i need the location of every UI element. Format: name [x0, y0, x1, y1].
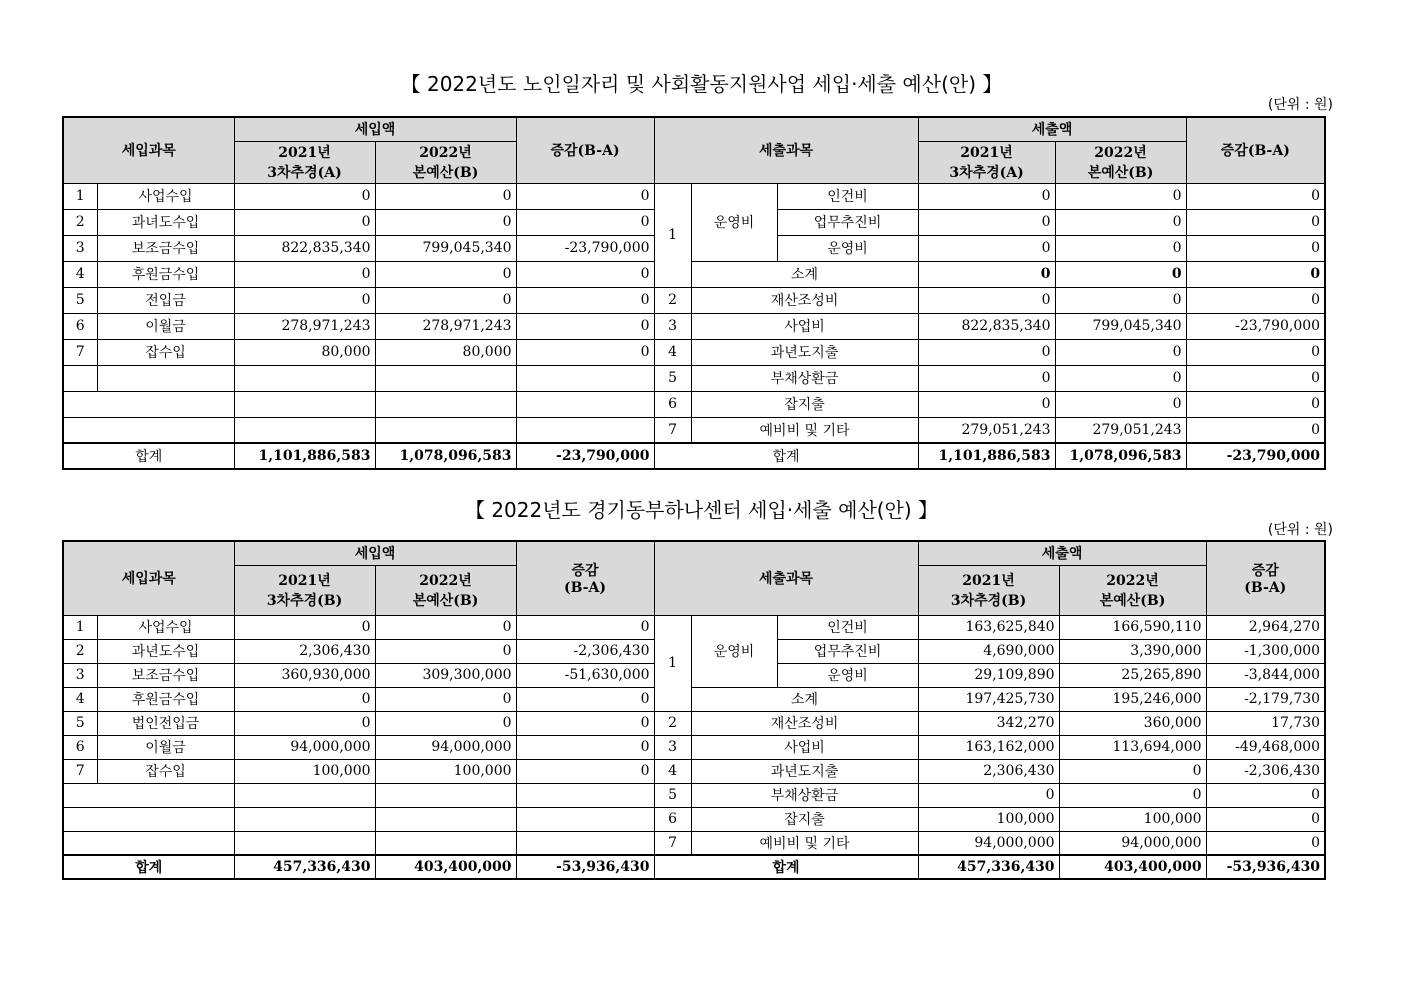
table-cell: 과년도수입	[97, 639, 234, 663]
table-cell: 0	[516, 183, 654, 209]
table-cell: 278,971,243	[375, 313, 516, 339]
table-row	[63, 831, 1325, 855]
table-cell: 잡지출	[691, 807, 918, 831]
table-cell: -2,306,430	[516, 639, 654, 663]
table-cell: 5	[654, 783, 691, 807]
table-cell	[516, 417, 654, 443]
table-cell: 279,051,243	[918, 417, 1055, 443]
table-cell: 0	[1186, 261, 1325, 287]
table-row	[63, 807, 1325, 831]
table-cell: 후원금수입	[97, 687, 234, 711]
rev-amount-header: 세입액	[234, 541, 516, 565]
rev-2022-header	[375, 565, 516, 615]
table-cell: 1,078,096,583	[1055, 443, 1186, 469]
table-cell: 0	[1206, 831, 1325, 855]
table-cell: 업무추진비	[777, 639, 918, 663]
table-cell: 360,000	[1059, 711, 1206, 735]
table-cell: 2022년	[419, 145, 472, 161]
table-cell: 17,730	[1206, 711, 1325, 735]
table-cell: 7	[63, 759, 97, 783]
table-cell: -3,844,000	[1206, 663, 1325, 687]
table-cell: 0	[918, 365, 1055, 391]
table-cell	[516, 807, 654, 831]
table2-title: 【 2022년도 경기동부하나센터 세입·세출 예산(안) 】	[464, 498, 939, 522]
table-cell: 0	[918, 261, 1055, 287]
table-cell: 2021년	[962, 573, 1015, 589]
table-cell: 3차추경(B)	[950, 593, 1027, 609]
table-cell: 1,078,096,583	[375, 443, 516, 469]
table-cell: 예비비 및 기타	[691, 417, 918, 443]
table-cell: 6	[654, 391, 691, 417]
exp-amount-header: 세출액	[918, 541, 1206, 565]
table-cell: 0	[375, 615, 516, 639]
table-cell: 0	[234, 687, 375, 711]
table-cell: 309,300,000	[375, 663, 516, 687]
rev-subject-header: 세입과목	[63, 117, 234, 183]
table-row	[63, 365, 1325, 391]
exp-2021-header	[918, 141, 1055, 183]
exp-subject-header: 세출과목	[654, 541, 918, 615]
table-row	[63, 615, 1325, 639]
table-cell: -2,179,730	[1206, 687, 1325, 711]
table-cell: 0	[1055, 183, 1186, 209]
table-cell: 사업비	[691, 735, 918, 759]
table-cell: 0	[1055, 339, 1186, 365]
table-cell: 0	[375, 687, 516, 711]
table-cell: 잡수입	[97, 759, 234, 783]
table-cell	[234, 807, 375, 831]
table-cell: 2021년	[278, 145, 331, 161]
rev-2021-header	[234, 565, 375, 615]
table-cell: 0	[375, 261, 516, 287]
table-cell: 0	[516, 209, 654, 235]
table-cell: 0	[918, 235, 1055, 261]
table-cell: 이월금	[97, 313, 234, 339]
table-cell	[97, 365, 234, 391]
table-cell: 799,045,340	[1055, 313, 1186, 339]
table-cell	[63, 783, 234, 807]
table-cell: 2	[63, 209, 97, 235]
table-cell: 0	[516, 313, 654, 339]
table-cell: 2022년	[1106, 573, 1159, 589]
table-cell: 25,265,890	[1059, 663, 1206, 687]
table-cell: 5	[63, 711, 97, 735]
table-cell	[516, 831, 654, 855]
exp-diff-header	[1206, 541, 1325, 615]
table-cell: 799,045,340	[375, 235, 516, 261]
table-cell: 0	[516, 687, 654, 711]
exp-subject-header: 세출과목	[654, 117, 918, 183]
table-cell: 4	[654, 759, 691, 783]
table-cell: 100,000	[1059, 807, 1206, 831]
table-cell: 3	[654, 735, 691, 759]
table-cell	[234, 365, 375, 391]
table-cell	[516, 783, 654, 807]
table-cell: 5	[654, 365, 691, 391]
table-cell: 360,930,000	[234, 663, 375, 687]
table-cell: -23,790,000	[1186, 443, 1325, 469]
table-cell: 0	[375, 183, 516, 209]
rev-diff-header	[516, 541, 654, 615]
table-cell: 사업수입	[97, 615, 234, 639]
table-cell: 0	[1059, 783, 1206, 807]
table-cell: 0	[516, 339, 654, 365]
rev-subject-header: 세입과목	[63, 541, 234, 615]
table-cell: 사업수입	[97, 183, 234, 209]
exp-2021-header	[918, 565, 1059, 615]
table-cell: 0	[1186, 339, 1325, 365]
table-cell: 0	[1186, 287, 1325, 313]
table-cell: 증감	[571, 563, 599, 580]
table-cell	[63, 831, 234, 855]
table-cell: 법인전입금	[97, 711, 234, 735]
table-cell: 인건비	[777, 183, 918, 209]
table-cell: 6	[654, 807, 691, 831]
table-cell	[63, 391, 234, 417]
table-cell: 3차추경(B)	[266, 593, 343, 609]
table-row	[63, 711, 1325, 735]
table-cell: -1,300,000	[1206, 639, 1325, 663]
table-cell: 업무추진비	[777, 209, 918, 235]
table-cell: 0	[1186, 365, 1325, 391]
table-cell	[234, 783, 375, 807]
table-cell: 4	[654, 339, 691, 365]
table-cell: 2021년	[960, 145, 1013, 161]
table-cell	[63, 417, 234, 443]
table-cell: 과년도지출	[691, 339, 918, 365]
table-cell	[375, 391, 516, 417]
table-cell: -53,936,430	[516, 855, 654, 879]
total-row	[63, 855, 1325, 879]
table-cell: 0	[918, 209, 1055, 235]
table-cell: 1	[63, 615, 97, 639]
table-cell: 본예산(B)	[1087, 165, 1154, 181]
table-row	[63, 417, 1325, 443]
table-cell: 2021년	[278, 573, 331, 589]
table-cell: 0	[1206, 807, 1325, 831]
table-cell: 0	[1055, 209, 1186, 235]
table-cell: 0	[1059, 759, 1206, 783]
table-cell: 0	[516, 735, 654, 759]
table-cell: 163,162,000	[918, 735, 1059, 759]
table-cell	[234, 831, 375, 855]
table-row	[63, 261, 1325, 287]
table-cell: -23,790,000	[1186, 313, 1325, 339]
table-cell: 본예산(B)	[412, 165, 479, 181]
table-cell: 0	[1055, 391, 1186, 417]
table-cell: 7	[654, 831, 691, 855]
table-cell: 합계	[63, 855, 234, 879]
table-cell: 3차추경(A)	[949, 165, 1024, 181]
table-cell: 0	[234, 183, 375, 209]
table-cell: 0	[516, 261, 654, 287]
exp-2022-header	[1055, 141, 1186, 183]
rev-2021-header	[234, 141, 375, 183]
table-cell: 운영비	[777, 235, 918, 261]
table-row	[63, 783, 1325, 807]
exp-amount-header: 세출액	[918, 117, 1186, 141]
table-cell: 100,000	[375, 759, 516, 783]
table-cell: 113,694,000	[1059, 735, 1206, 759]
table-cell: 342,270	[918, 711, 1059, 735]
table-cell: -2,306,430	[1206, 759, 1325, 783]
table-cell: 후원금수입	[97, 261, 234, 287]
table-cell	[375, 417, 516, 443]
table-cell: 822,835,340	[234, 235, 375, 261]
table-cell: 잡지출	[691, 391, 918, 417]
table-cell: 과녀도수입	[97, 209, 234, 235]
table-cell: 0	[375, 711, 516, 735]
table-cell: 6	[63, 313, 97, 339]
table-cell: 0	[234, 711, 375, 735]
table-cell: 재산조성비	[691, 711, 918, 735]
table-cell: -23,790,000	[516, 235, 654, 261]
exp-diff-header: 증감(B-A)	[1186, 117, 1325, 183]
exp-group-no: 1	[654, 615, 691, 711]
table-cell: 증감	[1251, 563, 1279, 580]
rev-amount-header: 세입액	[234, 117, 516, 141]
table-cell: 사업비	[691, 313, 918, 339]
table-cell: 2022년	[419, 573, 472, 589]
table-cell: 2,306,430	[918, 759, 1059, 783]
rev-diff-header: 증감(B-A)	[516, 117, 654, 183]
table-cell	[63, 807, 234, 831]
table-cell: (B-A)	[564, 580, 607, 597]
table-cell: 부채상환금	[691, 365, 918, 391]
table-cell: 2	[654, 711, 691, 735]
table-row	[63, 391, 1325, 417]
table-cell: 0	[375, 287, 516, 313]
table-cell: 822,835,340	[918, 313, 1055, 339]
table-cell: 0	[1186, 391, 1325, 417]
table-cell: 운영비	[777, 663, 918, 687]
table-cell: 0	[1055, 261, 1186, 287]
table-cell: 3	[63, 663, 97, 687]
table-cell: 2,964,270	[1206, 615, 1325, 639]
table-cell: 94,000,000	[918, 831, 1059, 855]
table-row	[63, 183, 1325, 209]
table-cell: 6	[63, 735, 97, 759]
table-cell: 0	[234, 261, 375, 287]
table-cell	[516, 391, 654, 417]
table-cell: 0	[1055, 235, 1186, 261]
table-cell: 163,625,840	[918, 615, 1059, 639]
table-cell: 403,400,000	[1059, 855, 1206, 879]
table-cell: 0	[516, 759, 654, 783]
table-cell: 0	[516, 711, 654, 735]
table-row	[63, 735, 1325, 759]
table-cell: 7	[654, 417, 691, 443]
table-cell: 잡수입	[97, 339, 234, 365]
table-cell: -23,790,000	[516, 443, 654, 469]
table-cell: 합계	[63, 443, 234, 469]
table-cell: 0	[918, 339, 1055, 365]
table-cell: 0	[1055, 287, 1186, 313]
table-cell: 457,336,430	[918, 855, 1059, 879]
table-cell: 457,336,430	[234, 855, 375, 879]
table-cell: 3차추경(A)	[267, 165, 342, 181]
table-cell: 합계	[654, 443, 918, 469]
table-cell: 279,051,243	[1055, 417, 1186, 443]
table-cell	[234, 391, 375, 417]
table-cell: 94,000,000	[1059, 831, 1206, 855]
table-cell: 278,971,243	[234, 313, 375, 339]
table-cell: 0	[1186, 209, 1325, 235]
exp-group-name: 운영비	[691, 615, 777, 687]
total-row	[63, 443, 1325, 469]
table-cell: 100,000	[234, 759, 375, 783]
table-cell: 4,690,000	[918, 639, 1059, 663]
table-cell	[375, 831, 516, 855]
table-cell: 0	[234, 209, 375, 235]
table-cell: -51,630,000	[516, 663, 654, 687]
table-cell	[375, 365, 516, 391]
table-cell: 2022년	[1094, 145, 1147, 161]
table-cell	[375, 783, 516, 807]
table-cell: 80,000	[375, 339, 516, 365]
table-cell: 3	[63, 235, 97, 261]
table-cell	[63, 365, 97, 391]
table-cell: 2	[63, 639, 97, 663]
table-cell: 인건비	[777, 615, 918, 639]
exp-2022-header	[1059, 565, 1206, 615]
table-cell: -53,936,430	[1206, 855, 1325, 879]
table1	[62, 116, 1326, 470]
table-cell: 소계	[691, 687, 918, 711]
table-cell: 0	[918, 391, 1055, 417]
table-row	[63, 687, 1325, 711]
table-cell: (B-A)	[1244, 580, 1287, 597]
table-cell: 1,101,886,583	[234, 443, 375, 469]
table-cell: 0	[1186, 417, 1325, 443]
table-cell: 3	[654, 313, 691, 339]
table-cell: 29,109,890	[918, 663, 1059, 687]
table-row	[63, 339, 1325, 365]
table-cell: 0	[234, 287, 375, 313]
table-cell: 0	[1186, 235, 1325, 261]
table-cell: 0	[918, 183, 1055, 209]
table-cell: 0	[1206, 783, 1325, 807]
table-cell: 195,246,000	[1059, 687, 1206, 711]
table-cell: 보조금수입	[97, 663, 234, 687]
table-cell: 0	[516, 287, 654, 313]
table-row	[63, 759, 1325, 783]
rev-2022-header	[375, 141, 516, 183]
table-cell: -49,468,000	[1206, 735, 1325, 759]
table-cell: 4	[63, 261, 97, 287]
table1-title: 【 2022년도 노인일자리 및 사회활동지원사업 세입·세출 예산(안) 】	[400, 72, 1003, 96]
table-cell: 94,000,000	[375, 735, 516, 759]
table-cell: 0	[516, 615, 654, 639]
table-cell: 소계	[691, 261, 918, 287]
exp-group-name: 운영비	[691, 183, 777, 261]
table-cell: 과년도지출	[691, 759, 918, 783]
table-cell: 1	[63, 183, 97, 209]
table-cell: 1,101,886,583	[918, 443, 1055, 469]
table-cell: 0	[234, 615, 375, 639]
table-cell: 7	[63, 339, 97, 365]
table-cell: 0	[375, 209, 516, 235]
table-cell: 0	[918, 287, 1055, 313]
table-cell: 부채상환금	[691, 783, 918, 807]
table-cell: 0	[1186, 183, 1325, 209]
table-cell: 403,400,000	[375, 855, 516, 879]
table-cell	[516, 365, 654, 391]
table-cell: 2,306,430	[234, 639, 375, 663]
table-cell: 이월금	[97, 735, 234, 759]
table-cell: 보조금수입	[97, 235, 234, 261]
table-cell: 2	[654, 287, 691, 313]
table-cell: 197,425,730	[918, 687, 1059, 711]
table-cell	[234, 417, 375, 443]
table-cell: 0	[375, 639, 516, 663]
exp-group-no: 1	[654, 183, 691, 287]
table2-unit: (단위 : 원)	[1267, 522, 1333, 538]
table-cell: 0	[918, 783, 1059, 807]
table-cell: 전입금	[97, 287, 234, 313]
table-cell: 100,000	[918, 807, 1059, 831]
table-cell: 166,590,110	[1059, 615, 1206, 639]
table-row	[63, 287, 1325, 313]
table1-unit: (단위 : 원)	[1267, 97, 1333, 113]
table-cell: 5	[63, 287, 97, 313]
table2	[62, 540, 1326, 880]
table-cell: 본예산(B)	[1099, 593, 1166, 609]
table-cell: 합계	[654, 855, 918, 879]
table-cell	[375, 807, 516, 831]
table-cell: 재산조성비	[691, 287, 918, 313]
table-cell: 예비비 및 기타	[691, 831, 918, 855]
table-cell: 본예산(B)	[412, 593, 479, 609]
table-cell: 80,000	[234, 339, 375, 365]
table-cell: 0	[1055, 365, 1186, 391]
table-cell: 3,390,000	[1059, 639, 1206, 663]
table-cell: 94,000,000	[234, 735, 375, 759]
table-row	[63, 313, 1325, 339]
table-cell: 4	[63, 687, 97, 711]
